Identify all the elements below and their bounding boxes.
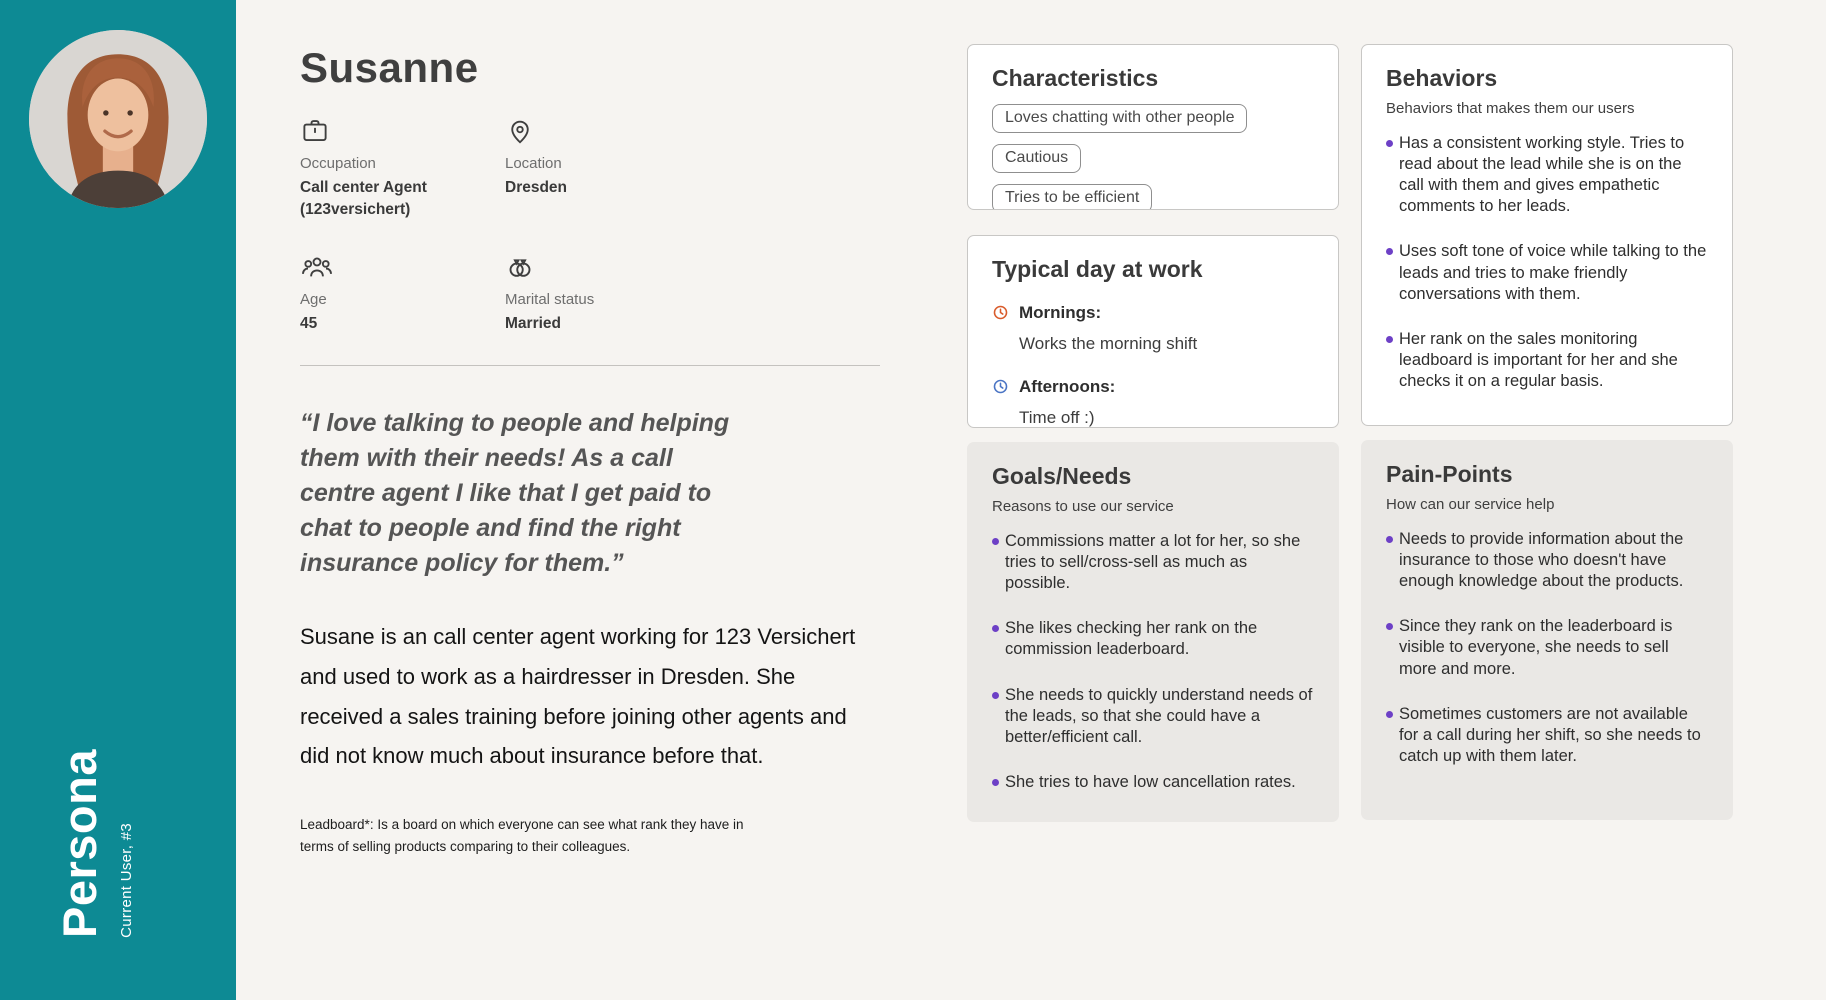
list-item: Uses soft tone of voice while talking to the leads and tries to make friendly conversations with them. [1386, 241, 1708, 304]
field-occupation [300, 116, 505, 222]
list-item: She likes checking her rank on the commission leaderboard. [992, 618, 1314, 660]
card-title: Typical day at work [992, 256, 1203, 282]
field-location [505, 116, 745, 222]
card-subtitle: Behaviors that makes them our users [1386, 100, 1635, 117]
behaviors-list [1386, 133, 1708, 392]
cards-column-left [967, 44, 1339, 1000]
day-entry-afternoons [992, 377, 1314, 428]
card-subtitle: How can our service help [1386, 496, 1555, 513]
card-title: Goals/Needs [992, 463, 1132, 489]
field-label: Location [505, 155, 562, 172]
field-label: Age [300, 290, 327, 308]
field-value: Dresden [505, 179, 568, 196]
card-title: Behaviors [1386, 65, 1498, 91]
characteristic-chip: Loves chatting with other people [992, 104, 1247, 133]
persona-quote: “I love talking to people and helping them with their needs! As a call centre agent I like that I get paid to chat to people and find the right insurance policy for them.” [300, 409, 730, 578]
typical-day-card [967, 235, 1339, 428]
day-text: Time off :) [1019, 408, 1095, 427]
location-pin-icon [505, 116, 745, 146]
goals-needs-card [967, 442, 1339, 822]
characteristic-chip: Cautious [992, 144, 1081, 173]
afternoon-clock-icon [992, 378, 1009, 395]
field-marital-status [505, 252, 745, 335]
field-age [300, 252, 505, 335]
list-item: Commissions matter a lot for her, so she tries to sell/cross-sell as much as possible. [992, 531, 1314, 594]
persona-bio: Susane is an call center agent working for 123 Versichert and used to work as a hairdresser in Dresden. She received a sales training before joining other agents and did not know much about insurance before that. [300, 624, 856, 769]
card-subtitle: Reasons to use our service [992, 498, 1174, 515]
briefcase-icon [300, 116, 505, 146]
avatar [29, 30, 207, 208]
field-value: Married [505, 314, 561, 332]
card-title: Characteristics [992, 65, 1159, 91]
list-item: Since they rank on the leaderboard is visible to everyone, she needs to sell more and more. [1386, 616, 1708, 679]
list-item: Sometimes customers are not available for a call during her shift, so she needs to catch up with them later. [1386, 704, 1708, 767]
list-item: Has a consistent working style. Tries to read about the lead while she is on the call with them and gives empathetic comments to her leads. [1386, 133, 1708, 217]
field-label: Occupation [300, 155, 376, 172]
avatar-illustration [29, 30, 207, 208]
behaviors-card [1361, 44, 1733, 426]
characteristics-card [967, 44, 1339, 210]
list-item: She needs to quickly understand needs of the leads, so that she could have a better/efficient call. [992, 685, 1314, 748]
day-entry-mornings [992, 303, 1314, 354]
persona-name: Susanne [300, 44, 479, 91]
sidebar [0, 0, 236, 1000]
day-label: Afternoons: [1019, 377, 1116, 396]
day-text: Works the morning shift [1019, 334, 1198, 353]
leadboard-footnote: Leadboard*: Is a board on which everyone can see what rank they have in terms of selling products comparing to their colleagues. [300, 816, 744, 855]
people-group-icon [300, 252, 505, 282]
cards-area [967, 44, 1733, 1000]
day-label: Mornings: [1019, 303, 1102, 322]
persona-title: Persona [53, 749, 106, 938]
divider [300, 365, 880, 366]
list-item: She tries to have low cancellation rates. [992, 772, 1314, 793]
cards-column-right [1361, 44, 1733, 1000]
characteristic-chip: Tries to be efficient [992, 184, 1152, 210]
pain-points-card [1361, 440, 1733, 820]
field-label: Marital status [505, 290, 595, 308]
main-content [236, 0, 1826, 1000]
sidebar-vertical-label [52, 749, 135, 938]
field-value: Call center Agent (123versichert) [300, 179, 427, 219]
card-title: Pain-Points [1386, 461, 1513, 487]
profile-fields [300, 116, 885, 335]
persona-subtitle: Current User, #3 [118, 823, 135, 938]
list-item: Needs to provide information about the insurance to those who doesn't have enough knowledge about the products. [1386, 529, 1708, 592]
profile-column [300, 44, 885, 1000]
goals-list [992, 531, 1314, 793]
wedding-rings-icon [505, 252, 745, 282]
morning-clock-icon [992, 304, 1009, 321]
field-value: 45 [300, 314, 318, 332]
pain-points-list [1386, 529, 1708, 767]
list-item: Her rank on the sales monitoring leadboard is important for her and she checks it on a regular basis. [1386, 329, 1708, 392]
